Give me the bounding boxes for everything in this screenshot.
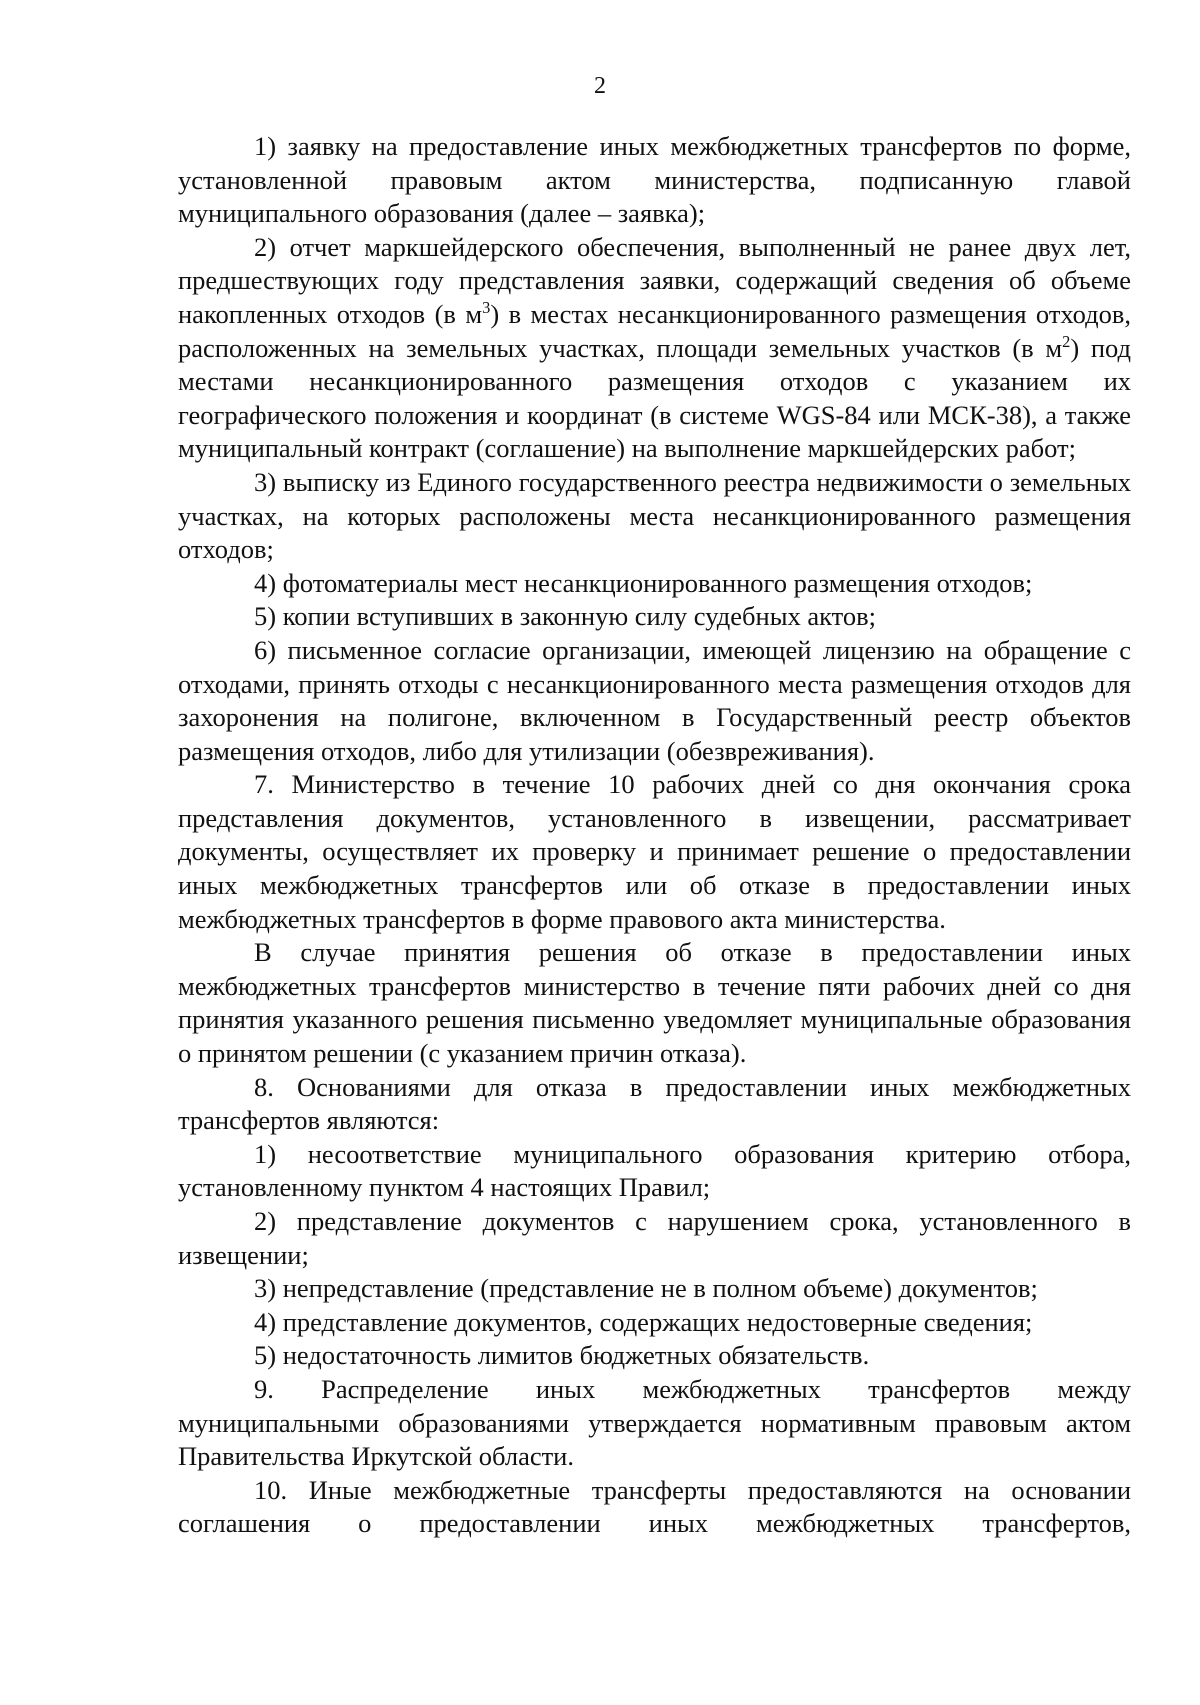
- paragraph-item-2: [178, 231, 1131, 466]
- paragraph-clause-8: 8. Основаниями для отказа в предоставлении иных межбюджетных трансфертов являются:: [178, 1071, 1131, 1136]
- paragraph-item-3: 3) выписку из Единого государственного реестра недвижимости о земельных участках, на которых расположены места несанкционированного размещения отходов;: [178, 466, 1131, 565]
- paragraph-item-2-part-3: ) под местами несанкционированного размещения отходов с указанием их географического положения и координат (в системе WGS-84 или МСК-38), а также муниципальный контракт (соглашение) на выполнение маркшейдерских работ;: [178, 332, 1131, 464]
- paragraph-clause-9: 9. Распределение иных межбюджетных трансфертов между муниципальными образованиями утверждается нормативным правовым актом Правительства Иркутской области.: [178, 1373, 1131, 1472]
- paragraph-clause-10: 10. Иные межбюджетные трансферты предоставляются на основании соглашения о предоставлении иных межбюджетных трансфертов,: [178, 1474, 1131, 1539]
- paragraph-reason-3: 3) непредставление (представление не в полном объеме) документов;: [254, 1273, 1038, 1304]
- paragraph-reason-2: 2) представление документов с нарушением срока, установленного в извещении;: [178, 1206, 1131, 1270]
- paragraph-item-6: 6) письменное согласие организации, имеющей лицензию на обращение с отходами, принять отходы с несанкционированного места размещения отходов для захоронения на полигоне, включенном в Государственный реестр объектов размещения отходов, либо для утилизации (обезвреживания).: [178, 634, 1131, 766]
- document-body: [178, 130, 1131, 1541]
- paragraph-refusal-notice: В случае принятия решения об отказе в предоставлении иных межбюджетных трансфертов министерство в течение пяти рабочих дней со дня принятия указанного решения письменно уведомляет муниципальные образования о принятом решении (с указанием причин отказа).: [178, 937, 1131, 1069]
- paragraph-clause-7: 7. Министерство в течение 10 рабочих дней со дня окончания срока представления документов, установленного в извещении, рассматривает документы, осуществляет их проверку и принимает решение о предоставлении иных межбюджетных трансфертов или об отказе в предоставлении иных межбюджетных трансфертов в форме правового акта министерства.: [178, 769, 1131, 934]
- superscript-cubic: 3: [482, 298, 491, 318]
- superscript-square: 2: [1062, 331, 1071, 351]
- paragraph-item-1: 1) заявку на предоставление иных межбюджетных трансфертов по форме, установленной правовым актом министерства, подписанную главой муниципального образования (далее – заявка);: [178, 131, 1131, 229]
- paragraph-reason-5: 5) недостаточность лимитов бюджетных обязательств.: [254, 1340, 870, 1371]
- paragraph-reason-1: 1) несоответствие муниципального образования критерию отбора, установленному пунктом 4 настоящих Правил;: [178, 1138, 1131, 1203]
- paragraph-item-5: 5) копии вступивших в законную силу судебных актов;: [254, 601, 877, 632]
- page-number: 2: [594, 73, 606, 99]
- paragraph-item-2-part-1: 2) отчет маркшейдерского обеспечения, выполненный не ранее двух лет, предшествующих году представления заявки, содержащий сведения об объеме накопленных отходов (в м: [178, 231, 1131, 329]
- paragraph-reason-4: 4) представление документов, содержащих недостоверные сведения;: [254, 1306, 1033, 1337]
- paragraph-item-4: 4) фотоматериалы мест несанкционированного размещения отходов;: [254, 567, 1033, 598]
- paragraph-item-2-part-2: ) в местах несанкционированного размещения отходов, расположенных на земельных участках, площади земельных участков (в м: [178, 298, 1132, 363]
